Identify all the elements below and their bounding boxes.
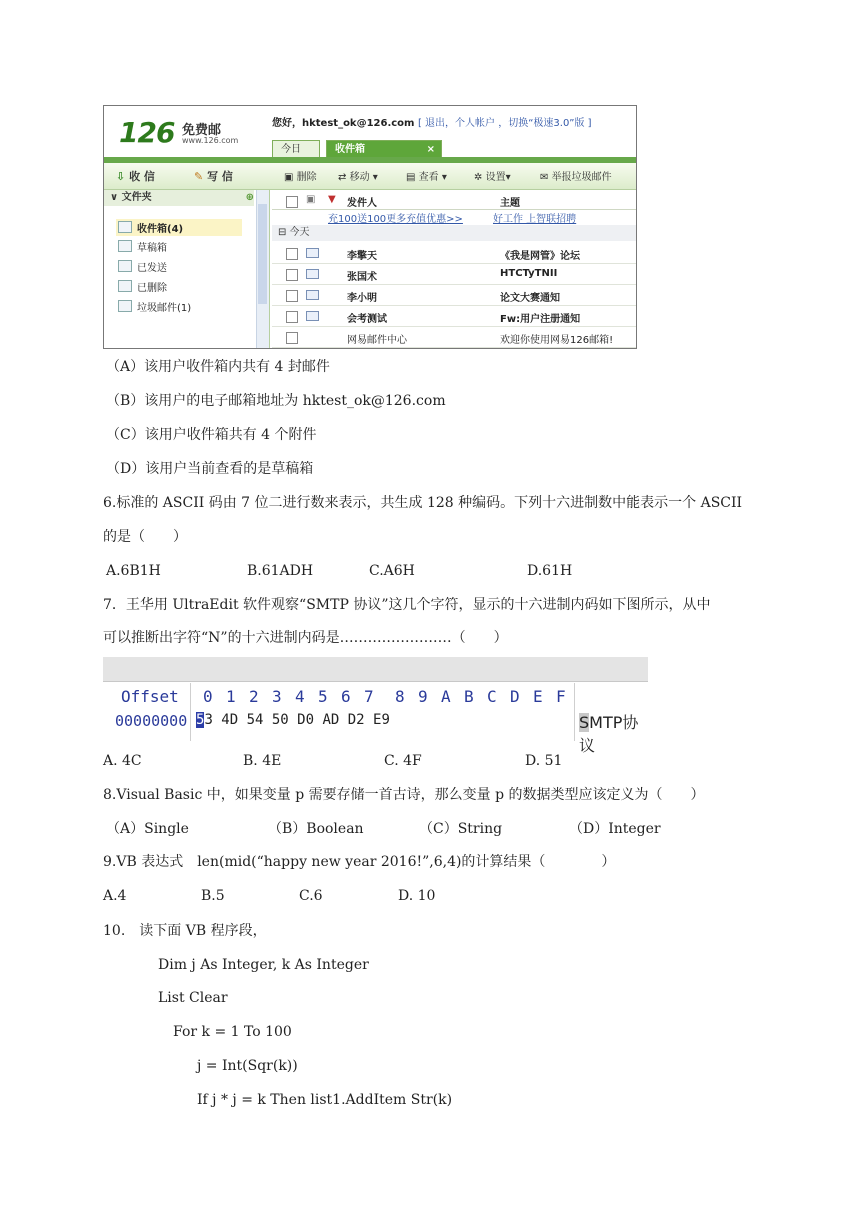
receive-label: 收 信: [129, 170, 155, 183]
envelope-icon: [306, 269, 319, 279]
logo-number: 126: [119, 116, 175, 149]
move-button[interactable]: ⇄ 移动 ▾: [338, 172, 378, 183]
hex-bytes[interactable]: 53 4D 54 50 D0 AD D2 E9: [196, 712, 390, 728]
folders-title: 文件夹: [121, 192, 152, 203]
envelope-icon: [306, 248, 319, 258]
logo-url: www.126.com: [182, 136, 239, 145]
hex-col-8: 8: [395, 687, 405, 706]
table-row[interactable]: 张国术 HTCTyTNII: [272, 264, 636, 285]
q8-option-a: （A）Single: [106, 821, 189, 837]
hex-col-a: A: [441, 687, 451, 706]
table-row[interactable]: 会考测试 Fw:用户注册通知: [272, 306, 636, 327]
sidebar-item-sent[interactable]: 已发送: [118, 259, 167, 274]
write-label: 写 信: [207, 170, 233, 183]
hex-col-c: C: [487, 687, 497, 706]
hex-editor-screenshot: [103, 657, 648, 755]
add-folder-icon[interactable]: ⊕: [245, 192, 254, 203]
report-spam-button[interactable]: ✉ 举报垃圾邮件: [540, 172, 612, 183]
deleted-icon: [118, 280, 132, 292]
q10-stem: 10. 读下面 VB 程序段，: [103, 923, 267, 939]
q9-option-c: C.6: [299, 888, 323, 904]
q8-stem: 8.Visual Basic 中，如果变量 p 需要存储一首古诗，那么变量 p 的数据类型应该定义为（ ）: [103, 787, 705, 803]
receive-button[interactable]: [116, 168, 155, 184]
settings-button[interactable]: ✲ 设置▾: [474, 172, 511, 183]
delete-button[interactable]: ▣ 删除: [284, 172, 317, 183]
tab-inbox-label: 收件箱: [335, 144, 365, 155]
hex-offset-value: 00000000: [115, 712, 188, 730]
tab-inbox[interactable]: [326, 140, 442, 158]
account-links[interactable]: [ 退出，个人帐户 ，切换“极速3.0”版 ]: [417, 118, 592, 129]
sidebar-scrollbar[interactable]: [256, 190, 269, 348]
row-checkbox[interactable]: [286, 248, 298, 260]
row-checkbox[interactable]: [286, 332, 298, 344]
sidebar-item-spam[interactable]: 垃圾邮件(1): [118, 299, 191, 314]
hex-col-7: 7: [364, 687, 374, 706]
move-icon: ⇄: [338, 172, 347, 183]
code-line-2: List Clear: [158, 990, 228, 1006]
report-icon: ✉: [540, 172, 549, 183]
q6-option-d: D.61H: [527, 563, 573, 579]
greeting-text: 您好，hktest_ok@126.com: [272, 118, 415, 129]
hex-col-4: 4: [295, 687, 305, 706]
code-line-5: If j * j = k Then list1.AddItem Str(k): [197, 1092, 453, 1108]
text-cursor: 5: [196, 712, 205, 728]
trash-icon: ▣: [284, 172, 294, 183]
hex-col-d: D: [510, 687, 520, 706]
q6-stem-line1: 6.标准的 ASCII 码由 7 位二进行数来表示，共生成 128 种编码。下列十六进制数中能表示一个 ASCII: [103, 495, 743, 511]
q5-option-c: （C）该用户收件箱共有 4 个附件: [106, 427, 317, 443]
mail-client-screenshot: [103, 105, 637, 349]
hex-divider: [190, 683, 191, 741]
q7-option-b: B. 4E: [243, 753, 282, 769]
attachment-icon: ▣: [306, 194, 316, 205]
close-icon[interactable]: ×: [426, 144, 435, 155]
q9-stem: 9.VB 表达式 len(mid(“happy new year 2016!”,6,4)的计算结果（ ）: [103, 854, 616, 870]
view-button[interactable]: ▤ 查看 ▾: [406, 172, 447, 183]
hex-col-e: E: [533, 687, 543, 706]
q7-option-a: A. 4C: [103, 753, 142, 769]
q8-option-c: （C）String: [419, 821, 503, 837]
q9-option-d: D. 10: [398, 888, 436, 904]
q9-option-a: A.4: [103, 888, 127, 904]
row-checkbox[interactable]: [286, 269, 298, 281]
mail-logo: [104, 106, 269, 156]
hex-offset-header: Offset: [121, 687, 179, 706]
hex-col-f: F: [556, 687, 566, 706]
greeting: [272, 114, 592, 129]
code-line-1: Dim j As Integer, k As Integer: [158, 957, 369, 973]
hex-col-5: 5: [318, 687, 328, 706]
q5-option-a: （A）该用户收件箱内共有 4 封邮件: [106, 359, 330, 375]
q7-option-d: D. 51: [525, 753, 563, 769]
ad-link-recharge[interactable]: 充100送100更多充值优惠>>: [328, 214, 463, 225]
q7-stem-line1: 7．王华用 UltraEdit 软件观察“SMTP 协议”这几个字符，显示的十六进制内码如下图所示，从中: [103, 597, 711, 613]
q8-option-d: （D）Integer: [569, 821, 661, 837]
select-all-checkbox[interactable]: [286, 196, 298, 208]
code-line-4: j = Int(Sqr(k)): [197, 1058, 298, 1074]
hex-toolbar: [103, 657, 648, 682]
chevron-down-icon: ∨: [110, 192, 119, 203]
q6-option-c: C.A6H: [369, 563, 415, 579]
q5-option-d: （D）该用户当前查看的是草稿箱: [106, 461, 314, 477]
pencil-icon: ✎: [194, 170, 204, 183]
hex-ascii-view[interactable]: SMTP协议: [579, 713, 639, 755]
hex-col-9: 9: [418, 687, 428, 706]
message-list-header: [272, 193, 636, 210]
q7-stem-line2: 可以推断出字符“N”的十六进制内码是……………………（ ）: [103, 630, 508, 646]
col-subject[interactable]: 主题: [500, 198, 520, 209]
row-checkbox[interactable]: [286, 290, 298, 302]
tab-today[interactable]: 今日: [272, 140, 320, 158]
table-row[interactable]: 李小明 论文大赛通知: [272, 285, 636, 306]
q6-stem-line2: 的是（ ）: [103, 529, 187, 545]
inbox-icon: [118, 221, 132, 233]
q9-option-b: B.5: [201, 888, 225, 904]
envelope-icon: [306, 290, 319, 300]
view-icon: ▤: [406, 172, 416, 183]
group-today[interactable]: ⊟ 今天: [272, 225, 636, 241]
q8-option-b: （B）Boolean: [268, 821, 364, 837]
q6-option-a: A.6B1H: [106, 563, 161, 579]
wrench-icon: ✲: [474, 172, 483, 183]
sidebar-item-deleted[interactable]: 已删除: [118, 279, 167, 294]
hex-col-3: 3: [272, 687, 282, 706]
hex-divider: [574, 683, 575, 741]
drafts-icon: [118, 240, 132, 252]
ad-link-jobs[interactable]: 好工作 上智联招聘: [493, 214, 577, 225]
q7-option-c: C. 4F: [384, 753, 422, 769]
sent-icon: [118, 260, 132, 272]
logo-text: 免费邮: [182, 123, 222, 138]
table-row[interactable]: 网易邮件中心 欢迎你使用网易126邮箱!: [272, 327, 636, 348]
spam-icon: [118, 300, 132, 312]
col-sender[interactable]: 发件人: [347, 198, 377, 209]
row-checkbox[interactable]: [286, 311, 298, 323]
hex-col-2: 2: [249, 687, 259, 706]
code-line-3: For k = 1 To 100: [173, 1024, 292, 1040]
hex-col-b: B: [464, 687, 474, 706]
q5-option-b: （B）该用户的电子邮箱地址为 hktest_ok@126.com: [106, 393, 446, 409]
write-button[interactable]: [194, 168, 233, 184]
envelope-icon: [306, 311, 319, 321]
scrollbar-thumb[interactable]: [258, 204, 267, 304]
sidebar-item-inbox[interactable]: 收件箱(4): [116, 219, 242, 236]
folders-header[interactable]: [104, 190, 254, 206]
sidebar-item-drafts[interactable]: 草稿箱: [118, 239, 167, 254]
hex-col-0: 0: [203, 687, 213, 706]
flag-icon: ▼: [328, 194, 336, 205]
table-row[interactable]: 李擎天 《我是网管》论坛: [272, 243, 636, 264]
hex-col-6: 6: [341, 687, 351, 706]
hex-col-1: 1: [226, 687, 236, 706]
download-icon: ⇩: [116, 170, 126, 183]
q6-option-b: B.61ADH: [247, 563, 314, 579]
